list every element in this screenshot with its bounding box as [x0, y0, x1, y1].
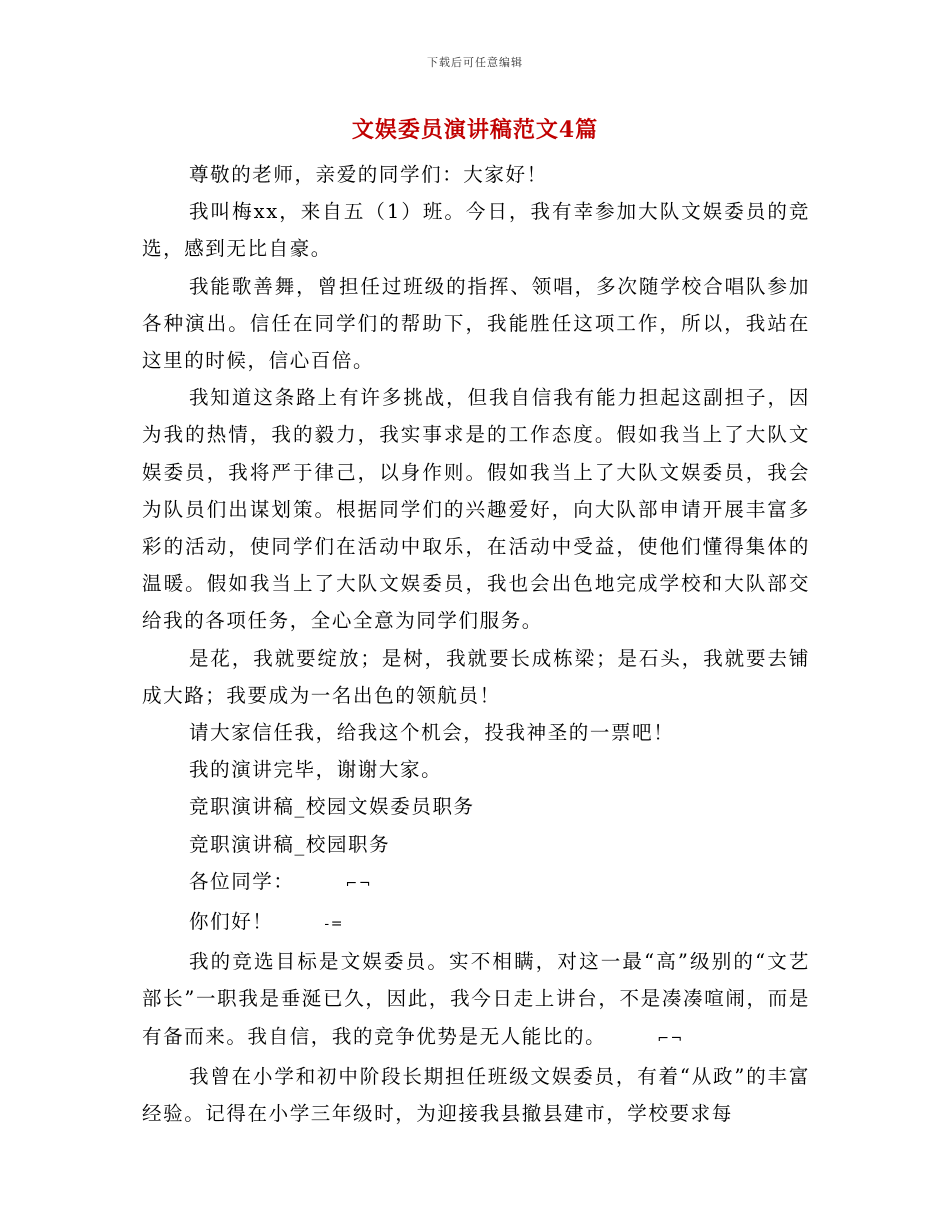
hello-mark: -= [324, 916, 345, 933]
paragraph-salutation: 尊敬的老师，亲爱的同学们：大家好！ [189, 163, 548, 186]
paragraph-closing: 我的演讲完毕，谢谢大家。 [189, 758, 443, 782]
greeting-text: 各位同学： [189, 869, 295, 893]
paragraph-experience: 我曾在小学和初中阶段长期担任班级文娱委员，有着“从政”的丰富经验。记得在小学三年级时，为迎接我县撤县建市，学校要求每 [142, 1064, 810, 1126]
paragraph-abilities: 我能歌善舞，曾担任过班级的指挥、领唱，多次随学校合唱队参加各种演出。信任在同学们的帮助下，我能胜任这项工作，所以，我站在这里的时候，信心百倍。 [142, 274, 810, 373]
subheading-position: 竞职演讲稿_校园职务 [189, 832, 391, 856]
paragraph-vote-request: 请大家信任我，给我这个机会，投我神圣的一票吧！ [189, 721, 675, 745]
goal-end-mark: ⌐¬ [657, 1030, 684, 1047]
paragraph-greeting [142, 863, 810, 903]
paragraph-hello [142, 903, 810, 943]
paragraph-commitment: 我知道这条路上有许多挑战，但我自信我有能力担起这副担子，因为我的热情，我的毅力，我实事求是的工作态度。假如我当上了大队文娱委员，我将严于律己，以身作则。假如我当上了大队文娱委员，我会为队员们出谋划策。根据同学们的兴趣爱好，向大队部申请开展丰富多彩的活动，使同学们在活动中取乐，在活动中受益，使他们懂得集体的温暖。假如我当上了大队文娱委员，我也会出色地完成学校和大队部交给我的各项任务，全心全意为同学们服务。 [142, 386, 810, 633]
header-note: 下载后可任意编辑 [427, 56, 523, 69]
subheading-school-position: 竞职演讲稿_校园文娱委员职务 [189, 795, 475, 819]
goal-text: 我的竞选目标是文娱委员。实不相瞒，对这一最“高”级别的“文艺部长”一职我是垂涎已久，因此，我今日走上讲台，不是凑凑喧闹，而是有备而来。我自信，我的竞争优势是无人能比的。 [142, 950, 810, 1048]
document-body [142, 156, 810, 1132]
document-title: 文娱委员演讲稿范文4篇 [351, 117, 599, 143]
paragraph-metaphor: 是花，我就要绽放；是树，我就要长成栋梁；是石头，我就要去铺成大路；我要成为一名出色的领航员！ [142, 646, 810, 707]
greeting-mark: ⌐¬ [345, 875, 373, 892]
paragraph-goal [142, 943, 810, 1058]
hello-text: 你们好！ [189, 910, 274, 934]
paragraph-intro: 我叫梅xx，来自五（1）班。今日，我有幸参加大队文娱委员的竞选，感到无比自豪。 [142, 200, 810, 261]
